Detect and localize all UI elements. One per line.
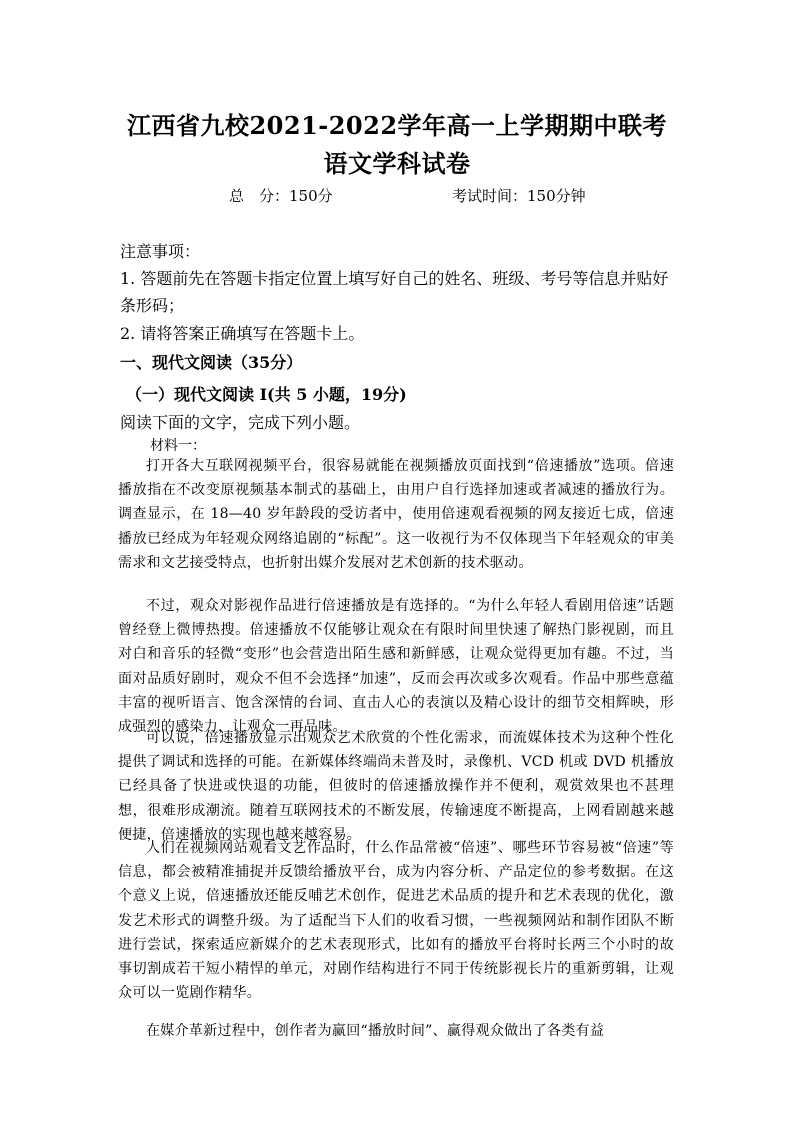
exam-subject-title: 语文学科试卷 [323, 149, 471, 178]
section-heading: 一、现代文阅读（35分） [120, 353, 303, 372]
passage-paragraph: 人们在视频网站观看文艺作品时，什么作品常被“倍速”、哪些环节容易被“倍速”等信息，都会被精准捕捉并反馈给播放平台，成为内容分析、产品定位的参考数据。在这个意义上说，倍速播放还能反哺艺术创作，促进艺术品质的提升和艺术表现的优化，激发艺术形式的调整升级。为了适配当下人们的收看习惯，一些视频网站和制作团队不断进行尝试，探索适应新媒介的艺术表现形式，比如有的播放平台将时长两三个小时的故事切割成若干短小精悍的单元，对剧作结构进行不同于传统影视长片的重新剪辑，让观众可以一览剧作精华。 [118, 840, 674, 1002]
passage-paragraph: 可以说，倍速播放显示出观众艺术欣赏的个性化需求，而流媒体技术为这种个性化提供了调试和选择的可能。在新媒体终端尚未普及时，录像机、VCD 机或 DVD 机播放已经具备了快进或快退的功能，但彼时的倍速播放操作并不便利，观赏效果也不甚理想，很难形成潮流。随着互联网技术的不断发展，传输速度不断提高，上网看剧越来越便捷，倍速播放的实现也越来越容易。 [118, 730, 674, 843]
note-item-1-cont: 条形码； [120, 296, 185, 315]
total-score: 总 分：150分 [229, 187, 333, 205]
notes-title: 注意事项： [120, 242, 201, 261]
passage-paragraph: 在媒介革新过程中，创作者为赢回“播放时间”、赢得观众做出了各类有益 [146, 1023, 605, 1039]
material-label: 材料一： [150, 438, 206, 454]
exam-title: 江西省九校2021-2022学年高一上学期期中联考 [126, 111, 668, 140]
exam-time: 考试时间：150分钟 [452, 187, 586, 205]
subsection-heading: （一）现代文阅读 I(共 5 小题，19分) [126, 385, 407, 404]
note-item-1: 1. 答题前先在答题卡指定位置上填写好自己的姓名、班级、考号等信息并贴好 [120, 269, 669, 288]
passage-paragraph: 不过，观众对影视作品进行倍速播放是有选择的。“为什么年轻人看剧用倍速”话题曾经登上微博热搜。倍速播放不仅能够让观众在有限时间里快速了解热门影视剧，而且对白和音乐的轻微“变形”也会营造出陌生感和新鲜感，让观众觉得更加有趣。不过，当面对品质好剧时，观众不但不会选择“加速”，反而会再次或多次观看。作品中那些意蕴丰富的视听语言、饱含深情的台词、直击人心的表演以及精心设计的细节交相辉映，形成强烈的感染力，让观众一再品味。 [118, 598, 674, 736]
note-item-2: 2. 请将答案正确填写在答题卡上。 [120, 324, 365, 343]
reading-instruction: 阅读下面的文字，完成下列小题。 [120, 413, 361, 432]
passage-paragraph: 打开各大互联网视频平台，很容易就能在视频播放页面找到“倍速播放”选项。倍速播放指在不改变原视频基本制式的基础上，由用户自行选择加速或者减速的播放行为。调查显示，在 18—40 岁年龄段的受访者中，使用倍速观看视频的网友接近七成，倍速播放已经成为年轻观众网络追剧的“标配”。这一收视行为不仅体现当下年轻观众的审美需求和文艺接受特点，也折射出媒介发展对艺术创新的技术驱动。 [118, 458, 674, 571]
